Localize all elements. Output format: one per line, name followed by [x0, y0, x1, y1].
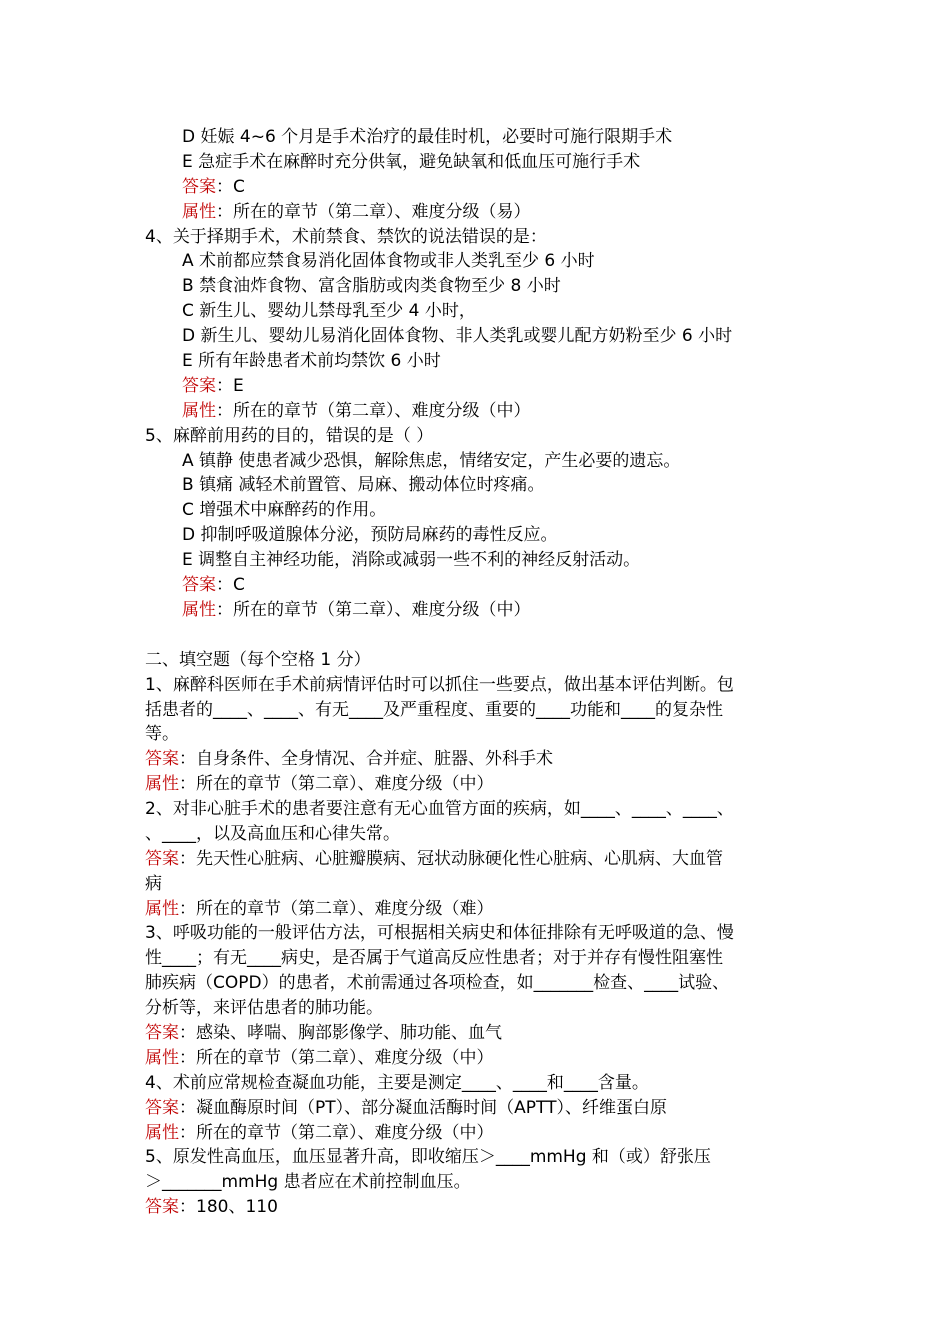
- q4-option-a: A 术前都应禁食易消化固体食物或非人类乳至少 6 小时: [182, 251, 595, 271]
- attribute-value: ：所在的章节（第二章）、难度分级（中）: [216, 401, 531, 421]
- f4-text-line: 4、术前应常规检查凝血功能，主要是测定____、____和____含量。: [145, 1073, 649, 1093]
- q3-answer: [182, 175, 245, 199]
- answer-value: ：C: [216, 177, 245, 197]
- f1-text-line: 等。: [145, 724, 179, 744]
- f3-attribute: [145, 1046, 494, 1070]
- answer-value: ：凝血酶原时间（PT）、部分凝血活酶时间（APTT）、纤维蛋白原: [179, 1098, 667, 1118]
- answer-label: 答案: [182, 575, 216, 595]
- attribute-label: 属性: [145, 899, 179, 919]
- answer-value: ：E: [216, 376, 244, 396]
- f1-text-line: 1、麻醉科医师在手术前病情评估时可以抓住一些要点，做出基本评估判断。包: [145, 675, 734, 695]
- q5-answer: [182, 573, 245, 597]
- q3-option-d: D 妊娠 4~6 个月是手术治疗的最佳时机，必要时可施行限期手术: [182, 127, 673, 147]
- q4-option-b: B 禁食油炸食物、富含脂肪或肉类食物至少 8 小时: [182, 276, 561, 296]
- q4-option-d: D 新生儿、婴幼儿易消化固体食物、非人类乳或婴儿配方奶粉至少 6 小时: [182, 326, 733, 346]
- section-heading: 二、填空题（每个空格 1 分）: [145, 650, 371, 670]
- q4-option-c: C 新生儿、婴幼儿禁母乳至少 4 小时，: [182, 301, 476, 321]
- answer-value: ：C: [216, 575, 245, 595]
- answer-value: ：先天性心脏病、心脏瓣膜病、冠状动脉硬化性心脏病、心肌病、大血管: [179, 849, 723, 869]
- attribute-label: 属性: [145, 1123, 179, 1143]
- q5-option-e: E 调整自主神经功能，消除或减弱一些不利的神经反射活动。: [182, 550, 641, 570]
- q4-attribute: [182, 399, 531, 423]
- q5-option-d: D 抑制呼吸道腺体分泌，预防局麻药的毒性反应。: [182, 525, 558, 545]
- f4-answer: [145, 1096, 667, 1120]
- attribute-label: 属性: [145, 1048, 179, 1068]
- f2-answer: [145, 847, 723, 871]
- attribute-label: 属性: [182, 600, 216, 620]
- attribute-label: 属性: [182, 202, 216, 222]
- f2-text-line: 、____，以及高血压和心律失常。: [145, 824, 400, 844]
- answer-value: ：180、110: [179, 1197, 278, 1217]
- f3-answer: [145, 1021, 502, 1045]
- f5-text-line: ＞_______mmHg 患者应在术前控制血压。: [145, 1172, 471, 1192]
- f2-text-line: 2、对非心脏手术的患者要注意有无心血管方面的疾病，如____、____、____、: [145, 799, 734, 819]
- answer-label: 答案: [145, 1197, 179, 1217]
- answer-label: 答案: [145, 1023, 179, 1043]
- q5-option-b: B 镇痛 减轻术前置管、局麻、搬动体位时疼痛。: [182, 475, 545, 495]
- f5-text-line: 5、原发性高血压，血压显著升高，即收缩压＞____mmHg 和（或）舒张压: [145, 1147, 711, 1167]
- f3-text-line: 分析等，来评估患者的肺功能。: [145, 998, 383, 1018]
- q3-attribute: [182, 200, 531, 224]
- q5-option-c: C 增强术中麻醉药的作用。: [182, 500, 387, 520]
- answer-value: ：自身条件、全身情况、合并症、脏器、外科手术: [179, 749, 553, 769]
- q4-stem: 4、关于择期手术，术前禁食、禁饮的说法错误的是：: [145, 227, 547, 247]
- q3-option-e: E 急症手术在麻醉时充分供氧，避免缺氧和低血压可施行手术: [182, 152, 641, 172]
- attribute-value: ：所在的章节（第二章）、难度分级（中）: [216, 600, 531, 620]
- q5-option-a: A 镇静 使患者减少恐惧，解除焦虑，情绪安定，产生必要的遗忘。: [182, 451, 681, 471]
- answer-value: ：感染、哮喘、胸部影像学、肺功能、血气: [179, 1023, 502, 1043]
- attribute-value: ：所在的章节（第二章）、难度分级（易）: [216, 202, 531, 222]
- attribute-value: ：所在的章节（第二章）、难度分级（难）: [179, 899, 494, 919]
- f1-attribute: [145, 772, 494, 796]
- f4-attribute: [145, 1121, 494, 1145]
- q4-answer: [182, 374, 244, 398]
- f2-attribute: [145, 897, 494, 921]
- q5-attribute: [182, 598, 531, 622]
- answer-label: 答案: [182, 376, 216, 396]
- answer-label: 答案: [145, 849, 179, 869]
- f1-text-line: 括患者的____、____、有无____及严重程度、重要的____功能和____的复杂性: [145, 700, 723, 720]
- f3-text-line: 肺疾病（COPD）的患者，术前需通过各项检查，如_______检查、____试验、: [145, 973, 730, 993]
- f3-text-line: 3、呼吸功能的一般评估方法，可根据相关病史和体征排除有无呼吸道的急、慢: [145, 923, 734, 943]
- f1-answer: [145, 747, 553, 771]
- f2-answer-continued: 病: [145, 874, 162, 894]
- answer-label: 答案: [145, 1098, 179, 1118]
- f3-text-line: 性____；有无____病史，是否属于气道高反应性患者；对于并存有慢性阻塞性: [145, 948, 723, 968]
- attribute-value: ：所在的章节（第二章）、难度分级（中）: [179, 1123, 494, 1143]
- answer-label: 答案: [145, 749, 179, 769]
- q4-option-e: E 所有年龄患者术前均禁饮 6 小时: [182, 351, 441, 371]
- answer-label: 答案: [182, 177, 216, 197]
- attribute-value: ：所在的章节（第二章）、难度分级（中）: [179, 1048, 494, 1068]
- attribute-label: 属性: [182, 401, 216, 421]
- f5-answer: [145, 1195, 278, 1219]
- q5-stem: 5、麻醉前用药的目的，错误的是（ ）: [145, 426, 434, 446]
- attribute-value: ：所在的章节（第二章）、难度分级（中）: [179, 774, 494, 794]
- attribute-label: 属性: [145, 774, 179, 794]
